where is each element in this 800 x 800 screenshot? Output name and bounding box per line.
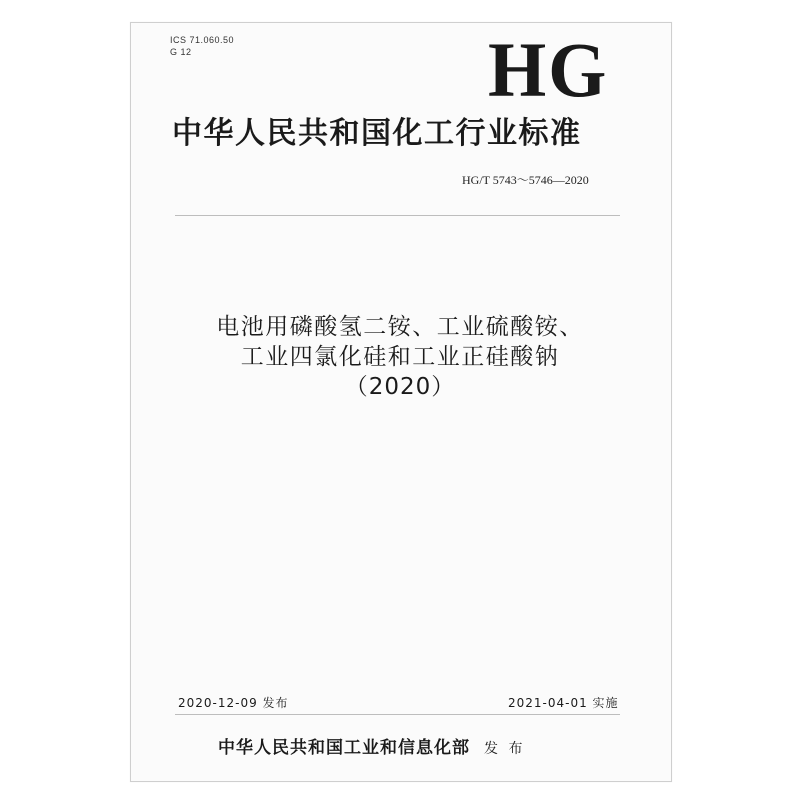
hg-mark: HG: [488, 26, 609, 113]
classification-codes: [170, 34, 234, 58]
ccs-code: G 12: [170, 47, 192, 57]
standard-number: HG/T 5743～5746—2020: [462, 173, 589, 187]
issue-date: 2020-12-09 发布: [178, 696, 289, 710]
document-title: [175, 312, 625, 402]
top-divider: [175, 215, 620, 216]
publisher-name: 中华人民共和国工业和信息化部: [218, 738, 470, 758]
bottom-divider: [175, 714, 620, 715]
implementation-date: 2021-04-01 实施: [508, 696, 619, 710]
ics-code: ICS 71.060.50: [170, 35, 235, 45]
industry-standard-title: 中华人民共和国化工行业标准: [172, 116, 582, 151]
title-line-1: 电池用磷酸氢二铵、工业硫酸铵、: [216, 314, 584, 340]
publisher: [218, 736, 525, 761]
title-year: （2020）: [344, 374, 456, 400]
title-line-2: 工业四氯化硅和工业正硅酸钠: [240, 344, 560, 370]
publisher-suffix: 发 布: [484, 741, 526, 757]
